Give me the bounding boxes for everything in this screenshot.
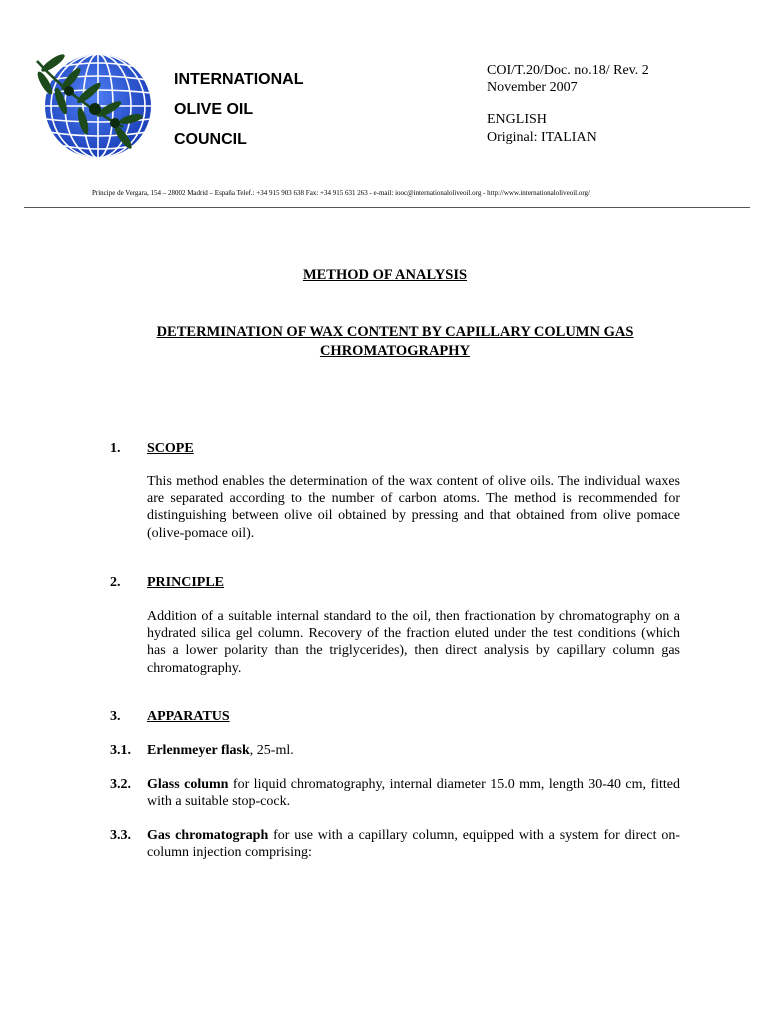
item-term: Gas chromatograph xyxy=(147,828,269,843)
item-number: 3.2. xyxy=(110,777,131,792)
contact-address: Príncipe de Vergara, 154 – 28002 Madrid – España Telef.: +34 915 903 638 Fax: +34 915 631 263 - e-mail: iooc@internationaloliveoil.org - http://www.internationaloliveoil.org/ xyxy=(92,189,590,197)
section-title-scope: SCOPE xyxy=(147,441,194,456)
document-language: ENGLISH xyxy=(487,112,547,127)
item-description: , 25-ml. xyxy=(249,743,294,758)
org-name-line2: OLIVE OIL xyxy=(174,101,254,118)
section-title-principle: PRINCIPLE xyxy=(147,575,225,590)
ioc-logo xyxy=(31,49,155,162)
section-number: 2. xyxy=(110,575,121,590)
globe-olive-branch-icon xyxy=(31,49,155,162)
section-title-apparatus: APPARATUS xyxy=(147,709,230,724)
section-number: 3. xyxy=(110,709,121,724)
document-date: November 2007 xyxy=(487,80,578,95)
method-title: METHOD OF ANALYSIS xyxy=(302,267,468,283)
item-term: Erlenmeyer flask xyxy=(147,743,250,758)
item-description: for liquid chromatography, internal diameter 15.0 mm, length 30-40 cm, fitted with a suitable stop-cock. xyxy=(147,777,680,810)
original-language: Original: ITALIAN xyxy=(487,130,597,145)
apparatus-item xyxy=(147,742,680,759)
org-name-line1: INTERNATIONAL xyxy=(174,71,304,88)
document-title: DETERMINATION OF WAX CONTENT BY CAPILLARY COLUMN GAS CHROMATOGRAPHY xyxy=(156,324,634,359)
item-term: Glass column xyxy=(147,777,229,792)
item-number: 3.3. xyxy=(110,828,131,843)
apparatus-item xyxy=(147,776,680,810)
section-number: 1. xyxy=(110,441,121,456)
section-text-scope: This method enables the determination of the wax content of olive oils. The individual waxes are separated according to the number of carbon atoms. The method is recommended for distinguishing between olive oil obtained by pressing and that obtained from olive pomace (olive-pomace oil). xyxy=(147,474,680,541)
item-number: 3.1. xyxy=(110,743,131,758)
document-reference: COI/T.20/Doc. no.18/ Rev. 2 xyxy=(487,63,649,78)
section-text-principle: Addition of a suitable internal standard to the oil, then fractionation by chromatography on a hydrated silica gel column. Recovery of the fraction eluted under the test conditions (which has a lower polarity than the triglycerides), then direct analysis by capillary column gas chromatography. xyxy=(147,609,680,676)
header-divider xyxy=(24,207,750,208)
apparatus-item xyxy=(147,827,680,861)
item-description: for use with a capillary column, equipped with a system for direct on-column injection comprising: xyxy=(147,828,680,861)
org-name-line3: COUNCIL xyxy=(174,131,247,148)
